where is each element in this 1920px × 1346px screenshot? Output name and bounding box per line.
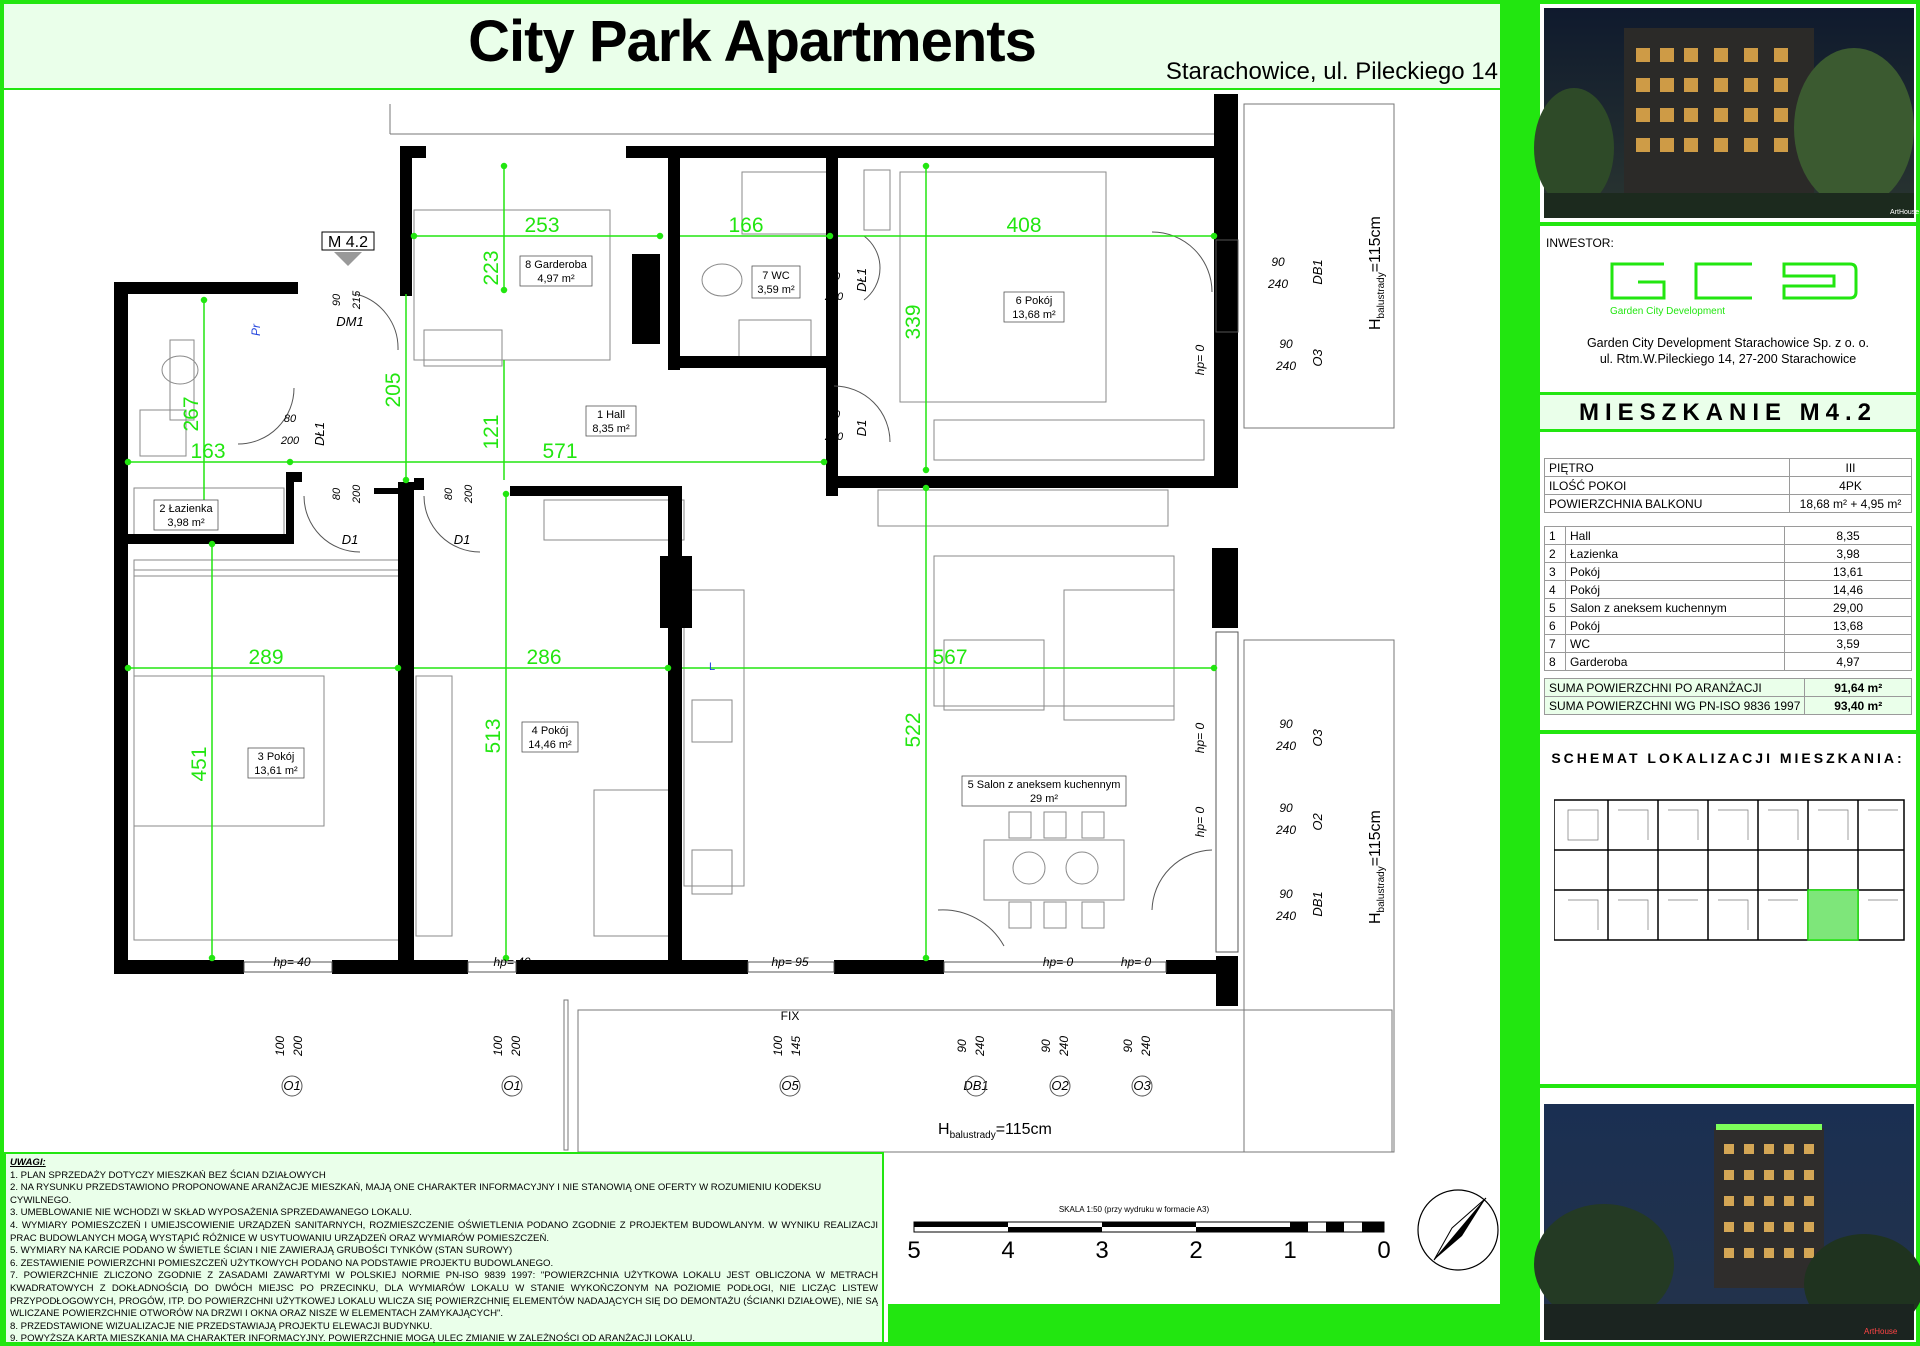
size-200d: 200 bbox=[351, 484, 363, 504]
summary-value: III bbox=[1790, 459, 1912, 477]
label-o3-b: O3 bbox=[1133, 1078, 1151, 1093]
label-d1b: D1 bbox=[341, 532, 359, 547]
room-row bbox=[1545, 635, 1912, 653]
size-200-b: 200 bbox=[509, 1035, 523, 1057]
room-name: Łazienka bbox=[1566, 545, 1785, 563]
room-name: WC bbox=[1566, 635, 1785, 653]
label-db1-b: DB1 bbox=[963, 1078, 989, 1093]
size-240-b: 240 bbox=[973, 1035, 987, 1057]
dim-267: 267 bbox=[180, 396, 203, 432]
room-name: Pokój bbox=[1566, 581, 1785, 599]
room-area: 3,59 bbox=[1785, 635, 1912, 653]
size-80e: 80 bbox=[443, 487, 455, 501]
location-schema bbox=[1548, 790, 1910, 950]
schemat-title: SCHEMAT LOKALIZACJI MIESZKANIA: bbox=[1551, 750, 1905, 766]
green-band bbox=[1540, 1084, 1916, 1088]
label-o1-b: O1 bbox=[503, 1078, 521, 1093]
size-200e: 200 bbox=[463, 484, 475, 504]
room-area: 8,35 bbox=[1785, 527, 1912, 545]
building-photo-dusk bbox=[1544, 1104, 1914, 1340]
label-db1-r1: DB1 bbox=[1310, 259, 1325, 285]
dim-289: 289 bbox=[248, 646, 284, 669]
room-row bbox=[1545, 599, 1912, 617]
size-145: 145 bbox=[789, 1035, 803, 1057]
room-row bbox=[1545, 617, 1912, 635]
notes-title: UWAGI: bbox=[10, 1157, 46, 1168]
scale-1: 1 bbox=[1283, 1237, 1297, 1264]
room-area-4: 14,46 m² bbox=[528, 739, 572, 751]
balustrade-top: $H_{balustrady}=115cm$ bbox=[1367, 216, 1387, 330]
bottom-strip bbox=[888, 1304, 1500, 1346]
label-o5: O5 bbox=[781, 1078, 799, 1093]
room-area: 14,46 bbox=[1785, 581, 1912, 599]
room-label-1: 1 Hall bbox=[596, 409, 626, 421]
size-90-r1: 90 bbox=[1271, 255, 1285, 269]
summary-row bbox=[1545, 495, 1912, 513]
size-240-r5: 240 bbox=[1275, 909, 1297, 923]
balustrade-bottom: $H_{balustrady}=115cm$ bbox=[938, 1121, 1052, 1141]
label-o2-r4: O2 bbox=[1310, 813, 1325, 831]
unit-tag-label: M 4.2 bbox=[327, 234, 369, 251]
summary-table bbox=[1544, 458, 1912, 513]
room-area-3: 13,61 m² bbox=[254, 765, 298, 777]
size-240-r2: 240 bbox=[1275, 359, 1297, 373]
room-label-7: 7 WC bbox=[762, 270, 790, 282]
dim-163: 163 bbox=[190, 440, 226, 463]
apartment-title-band bbox=[1540, 392, 1916, 432]
size-200c: 200 bbox=[824, 431, 844, 443]
summary-row bbox=[1545, 477, 1912, 495]
gcd-logo-text: Garden City Development bbox=[1610, 306, 1726, 317]
size-200-a: 200 bbox=[291, 1035, 305, 1057]
label-d1: D1 bbox=[854, 419, 869, 437]
room-area: 13,68 bbox=[1785, 617, 1912, 635]
label-d1c: D1 bbox=[453, 532, 471, 547]
total-key: SUMA POWIERZCHNI WG PN-ISO 9836 1997 bbox=[1545, 697, 1805, 715]
size-240-r4: 240 bbox=[1275, 823, 1297, 837]
total-row bbox=[1545, 697, 1912, 715]
size-215: 215 bbox=[351, 290, 363, 310]
label-dl1b: DŁ1 bbox=[854, 268, 869, 292]
room-area: 3,98 bbox=[1785, 545, 1912, 563]
room-area-2: 3,98 m² bbox=[167, 517, 205, 529]
label-o2-b: O2 bbox=[1051, 1078, 1069, 1093]
note-9: 9. POWYŻSZA KARTA MIESZKANIA MA CHARAKTER INFORMACYJNY. POWIERZCHNIE MOGĄ ULEC ZMIANIE W ZALEŻNOŚCI OD ARANŻACJI LOKALU. bbox=[10, 1333, 695, 1345]
size-240-r3: 240 bbox=[1275, 739, 1297, 753]
hp40-a: hp= 40 bbox=[273, 955, 311, 969]
dim-205: 205 bbox=[382, 372, 405, 408]
dim-571: 571 bbox=[542, 440, 578, 463]
note-1: 1. PLAN SPRZEDAŻY DOTYCZY MIESZKAŃ BEZ ŚCIAN DZIAŁOWYCH bbox=[10, 1169, 326, 1181]
size-90-c: 90 bbox=[1039, 1039, 1053, 1053]
dim-408: 408 bbox=[1006, 214, 1042, 237]
room-area-7: 3,59 m² bbox=[757, 284, 795, 296]
room-label-8: 8 Garderoba bbox=[525, 259, 587, 271]
hp0-b1: hp= 0 bbox=[1042, 955, 1074, 969]
unit-tag bbox=[322, 232, 374, 266]
hp0-r3: hp= 0 bbox=[1193, 722, 1207, 754]
totals-table bbox=[1544, 678, 1912, 715]
room-no: 1 bbox=[1545, 527, 1566, 545]
total-value: 91,64 m² bbox=[1805, 679, 1912, 697]
windows bbox=[244, 240, 1238, 972]
room-no: 7 bbox=[1545, 635, 1566, 653]
fix-label: FIX bbox=[780, 1009, 800, 1023]
size-240-d: 240 bbox=[1139, 1035, 1153, 1057]
size-80c: 80 bbox=[827, 409, 841, 421]
label-o1-a: O1 bbox=[283, 1078, 301, 1093]
size-80: 80 bbox=[283, 413, 297, 425]
green-band bbox=[1540, 730, 1916, 734]
green-band bbox=[1540, 222, 1916, 226]
room-no: 6 bbox=[1545, 617, 1566, 635]
label-dm1: DM1 bbox=[336, 314, 364, 329]
room-label-2: 2 Łazienka bbox=[159, 503, 213, 515]
room-area-1: 8,35 m² bbox=[592, 423, 630, 435]
scale-5: 5 bbox=[907, 1237, 921, 1264]
size-240-c: 240 bbox=[1057, 1035, 1071, 1057]
label-dl1: DŁ1 bbox=[312, 422, 327, 446]
dimension-labels bbox=[180, 214, 1042, 782]
scale-caption: SKALA 1:50 (przy wydruku w formacie A3) bbox=[1058, 1205, 1210, 1214]
walls bbox=[114, 94, 1238, 1006]
dim-223: 223 bbox=[480, 250, 503, 286]
room-area-6: 13,68 m² bbox=[1012, 309, 1056, 321]
dim-121: 121 bbox=[480, 414, 503, 450]
summary-value: 18,68 m² + 4,95 m² bbox=[1790, 495, 1912, 513]
scale-2: 2 bbox=[1189, 1237, 1203, 1264]
building-photo-night bbox=[1544, 8, 1920, 218]
size-200b: 200 bbox=[824, 291, 844, 303]
total-row bbox=[1545, 679, 1912, 697]
room-name: Garderoba bbox=[1566, 653, 1785, 671]
summary-key: POWIERZCHNIA BALKONU bbox=[1545, 495, 1790, 513]
size-90-r5: 90 bbox=[1279, 887, 1293, 901]
north-arrow-icon bbox=[1418, 1190, 1498, 1270]
photo2-watermark: ArtHouse bbox=[1864, 1327, 1898, 1336]
room-no: 4 bbox=[1545, 581, 1566, 599]
size-90-b: 90 bbox=[955, 1039, 969, 1053]
dim-286: 286 bbox=[526, 646, 562, 669]
note-3: 3. UMEBLOWANIE NIE WCHODZI W SKŁAD WYPOSAŻENIA SPRZEDAWANEGO LOKALU. bbox=[10, 1207, 412, 1219]
summary-value: 4PK bbox=[1790, 477, 1912, 495]
note-2: 2. NA RYSUNKU PRZEDSTAWIONO PROPONOWANE ARANŻACJE MIESZKAŃ, MAJĄ ONE CHARAKTER INFORMACYJNY I NIE STANOWIĄ ONE OFERTY W ROZUMIENIU KODEKSU CYWILNEGO. bbox=[10, 1182, 822, 1206]
dim-339: 339 bbox=[902, 304, 925, 340]
address: Starachowice, ul. Pileckiego 14 bbox=[1165, 58, 1498, 85]
note-8: 8. PRZEDSTAWIONE WIZUALIZACJE NIE PRZEDSTAWIAJĄ PROJEKTU ELEWACJI BUDYNKU. bbox=[10, 1320, 433, 1332]
hp0-b2: hp= 0 bbox=[1120, 955, 1152, 969]
hp40-b: hp= 40 bbox=[493, 955, 531, 969]
room-name: Salon z aneksem kuchennym bbox=[1566, 599, 1785, 617]
room-row bbox=[1545, 581, 1912, 599]
room-label-4: 4 Pokój bbox=[531, 725, 569, 737]
summary-key: ILOŚĆ POKOI bbox=[1545, 477, 1790, 495]
room-label-6: 6 Pokój bbox=[1015, 295, 1053, 307]
size-100-a: 100 bbox=[273, 1035, 287, 1057]
investor-label: INWESTOR: bbox=[1546, 236, 1614, 250]
room-name: Hall bbox=[1566, 527, 1785, 545]
note-4: 4. WYMIARY POMIESZCZEŃ I UMIEJSCOWIENIE URZĄDZEŃ SANITARNYCH, ROZMIESZCZENIE OŚWIETLENIA PODANO ZGODNIE Z PROJEKTEM BUDOWLANYM. W WYNIKU REALIZACJI PRAC BUDOWLANYCH MOGĄ WYSTĄPIĆ RÓŻNICE W USYTUOWANIU URZĄDZEŃ ORAZ WYMIARÓW POMIESZCZEŃ. bbox=[10, 1219, 878, 1244]
total-value: 93,40 m² bbox=[1805, 697, 1912, 715]
room-row bbox=[1545, 545, 1912, 563]
page-title: City Park Apartments bbox=[468, 9, 1036, 74]
apartment-title: MIESZKANIE M4.2 bbox=[1578, 399, 1878, 426]
dim-567: 567 bbox=[932, 646, 968, 669]
note-5: 5. WYMIARY NA KARCIE PODANO W ŚWIETLE ŚCIAN I NIE ZAWIERAJĄ GRUBOŚCI TYNKÓW (STAN SUROWY) bbox=[10, 1245, 513, 1257]
note-6: 6. ZESTAWIENIE POWIERZCHNI POMIESZCZEŃ UŻYTKOWYCH PODANO NA PODSTAWIE PROJEKTU BUDOWLANEGO. bbox=[10, 1257, 554, 1269]
room-row bbox=[1545, 527, 1912, 545]
room-area-8: 4,97 m² bbox=[537, 273, 575, 285]
total-key: SUMA POWIERZCHNI PO ARANŻACJI bbox=[1545, 679, 1805, 697]
label-l: L bbox=[708, 661, 716, 673]
size-90-d: 90 bbox=[1121, 1039, 1135, 1053]
room-name: Pokój bbox=[1566, 617, 1785, 635]
room-name: Pokój bbox=[1566, 563, 1785, 581]
gcd-logo bbox=[1604, 258, 1860, 324]
label-o3-r3: O3 bbox=[1310, 729, 1325, 747]
room-area-5: 29 m² bbox=[1029, 793, 1059, 805]
room-row bbox=[1545, 563, 1912, 581]
room-no: 8 bbox=[1545, 653, 1566, 671]
summary-row bbox=[1545, 459, 1912, 477]
door-swings bbox=[238, 232, 1212, 946]
size-90-r4: 90 bbox=[1279, 801, 1293, 815]
note-7: 7. POWIERZCHNIE ZLICZONO ZGODNIE Z ZASADAMI ZAWARTYMI W POLSKIEJ NORMIE PN-ISO 9839 1997: "POWIERZCHNIA UŻYTKOWA LOKALU JEST OBLICZONA W METRACH KWADRATOWYCH Z DOKŁADNOŚCIĄ DO DWÓCH MIEJSC PO PRZECINKU, DLA WYMIARÓW LOKALU W STANIE WYKOŃCZONYM NA POZIOMIE PODŁOGI, NIE LICZĄC LISTEW PRZYPODŁOGOWYCH, PROGÓW, ITP. DO POWIERZCHNI UŻYTKOWEJ LOKALU WLICZA SIĘ POWIERZCHNIĘ ELEMENTÓW NADAJĄCYCH SIĘ DO DEMONTAŻU (ŚCIANKI DZIAŁOWE), NIE SĄ WLICZANE POWIERZCHNIE OTWORÓW NA DRZWI I OKNA ORAZ NISZE W ELEMENTACH ZAMYKAJĄCYCH". bbox=[10, 1270, 878, 1320]
label-o3-r2: O3 bbox=[1310, 349, 1325, 367]
dim-253: 253 bbox=[524, 214, 560, 237]
dim-522: 522 bbox=[902, 712, 925, 748]
notes-panel bbox=[4, 1152, 884, 1344]
door-sizes bbox=[249, 268, 869, 673]
size-100-b: 100 bbox=[491, 1035, 505, 1057]
room-label-5: 5 Salon z aneksem kuchennym bbox=[967, 779, 1121, 791]
size-100-c: 100 bbox=[771, 1035, 785, 1057]
scale-3: 3 bbox=[1095, 1237, 1109, 1264]
label-db1-r5: DB1 bbox=[1310, 891, 1325, 917]
dim-513: 513 bbox=[482, 718, 505, 754]
photo1-watermark: ArtHouse bbox=[1890, 209, 1920, 216]
room-row bbox=[1545, 653, 1912, 671]
scale-4: 4 bbox=[1001, 1237, 1015, 1264]
room-area: 13,61 bbox=[1785, 563, 1912, 581]
room-no: 5 bbox=[1545, 599, 1566, 617]
size-200: 200 bbox=[280, 435, 300, 447]
hp0-r2: hp= 0 bbox=[1193, 344, 1207, 376]
room-no: 2 bbox=[1545, 545, 1566, 563]
window-circles bbox=[282, 1076, 1152, 1096]
size-90: 90 bbox=[331, 293, 343, 307]
room-label-3: 3 Pokój bbox=[257, 751, 295, 763]
dim-166: 166 bbox=[728, 214, 764, 237]
size-240-r1: 240 bbox=[1267, 277, 1289, 291]
room-area: 4,97 bbox=[1785, 653, 1912, 671]
size-90-r2: 90 bbox=[1279, 337, 1293, 351]
label-pr: Pr bbox=[249, 324, 263, 336]
summary-key: PIĘTRO bbox=[1545, 459, 1790, 477]
header bbox=[4, 4, 1500, 90]
size-90-r3: 90 bbox=[1279, 717, 1293, 731]
investor-address: ul. Rtm.W.Pileckiego 14, 27-200 Starachowice bbox=[1599, 352, 1857, 366]
size-80b: 80 bbox=[827, 271, 841, 283]
balustrade-right: $H_{balustrady}=115cm$ bbox=[1367, 810, 1387, 924]
size-80d: 80 bbox=[331, 487, 343, 501]
room-no: 3 bbox=[1545, 563, 1566, 581]
investor-company: Garden City Development Starachowice Sp. z o. o. bbox=[1586, 336, 1870, 350]
room-area: 29,00 bbox=[1785, 599, 1912, 617]
dim-451: 451 bbox=[188, 746, 211, 782]
scale-0: 0 bbox=[1377, 1237, 1391, 1264]
window-labels-bottom bbox=[273, 955, 1153, 1093]
hp0-r4: hp= 0 bbox=[1193, 806, 1207, 838]
rooms-table bbox=[1544, 526, 1912, 671]
highlighted-apartment bbox=[1808, 890, 1858, 940]
hp95: hp= 95 bbox=[771, 955, 809, 969]
